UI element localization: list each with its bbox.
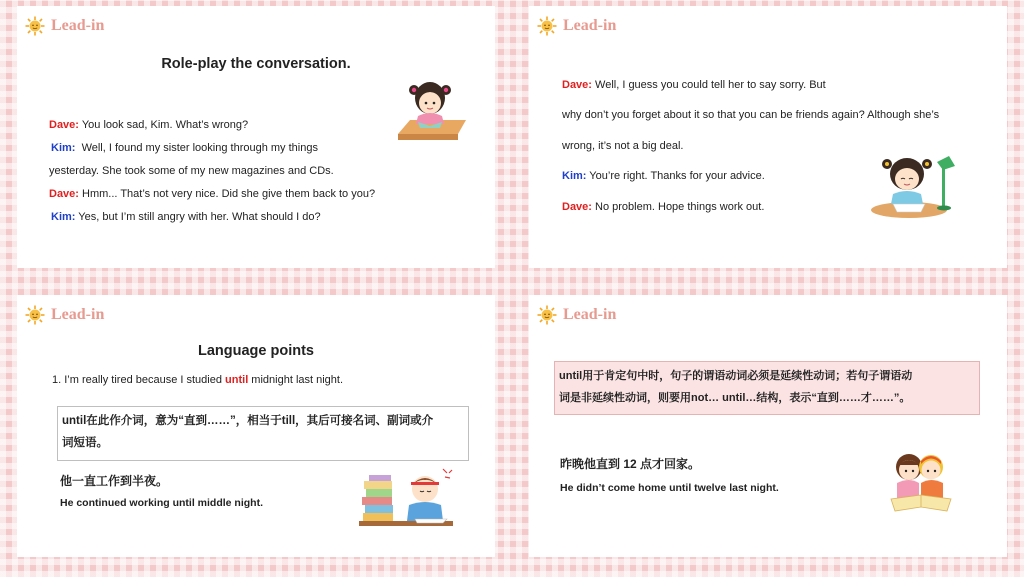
- sentence-suffix: midnight last night.: [248, 374, 344, 386]
- dialogue-line: [49, 165, 334, 177]
- explanation-line: 词是非延续性动词，则要用not… until…结构，表示“直到……才……”。: [559, 392, 911, 404]
- dialogue-line: [51, 142, 318, 154]
- example-chinese: 他一直工作到半夜。: [60, 474, 169, 488]
- kids-reading-illustration: [885, 447, 957, 517]
- dialogue-text: Yes, but I’m still angry with her. What should I do?: [75, 211, 321, 223]
- dialogue-line: [49, 188, 375, 200]
- dialogue-text: wrong, it’s not a big deal.: [562, 140, 684, 152]
- boy-studying-illustration: [357, 465, 457, 529]
- sun-icon: [537, 16, 557, 36]
- girl-writing-illustration: [869, 150, 959, 222]
- dialogue-line: [562, 109, 939, 121]
- dialogue-line: [562, 201, 764, 213]
- sun-icon: [25, 305, 45, 325]
- speaker-label: Dave:: [49, 188, 79, 200]
- dialogue-text: You look sad, Kim. What’s wrong?: [78, 119, 249, 131]
- example-english: He didn’t come home until twelve last night.: [560, 482, 779, 494]
- panel-title: Role-play the conversation.: [161, 56, 351, 72]
- panel-title: Language points: [198, 343, 314, 359]
- sun-icon: [537, 305, 557, 325]
- slide-panel-1: [17, 6, 495, 268]
- example-english: He continued working until middle night.: [60, 497, 263, 509]
- dialogue-line: [49, 119, 248, 131]
- slide-header: [537, 305, 616, 325]
- explanation-line: until用于肯定句中时，句子的谓语动词必须是延续性动词；若句子谓语动: [559, 370, 913, 382]
- speaker-label: Kim:: [51, 211, 76, 223]
- header-title: Lead-in: [563, 17, 617, 34]
- sentence-prefix: 1. I’m really tired because I studied: [52, 374, 226, 386]
- speaker-label: Kim:: [51, 142, 76, 154]
- speaker-label: Dave:: [49, 119, 79, 131]
- example-chinese: 昨晚他直到 12 点才回家。: [560, 457, 701, 471]
- language-point-sentence: [52, 374, 343, 386]
- slide-header: [537, 16, 616, 36]
- girl-studying-illustration: [392, 76, 472, 144]
- sun-icon: [25, 16, 45, 36]
- speaker-label: Dave:: [562, 201, 592, 213]
- slide-header: [25, 16, 104, 36]
- dialogue-line: [51, 211, 321, 223]
- speaker-label: Kim:: [562, 170, 587, 182]
- header-title: Lead-in: [563, 306, 617, 323]
- slide-panel-4: [529, 295, 1007, 557]
- highlight-word: until: [225, 374, 249, 386]
- dialogue-text: Well, I guess you could tell her to say sorry. But: [591, 79, 826, 91]
- dialogue-text: why don’t you forget about it so that you can be friends again? Although she’s: [562, 109, 940, 121]
- dialogue-text: Well, I found my sister looking through my things: [75, 142, 318, 154]
- slide-header: [25, 305, 104, 325]
- dialogue-text: yesterday. She took some of my new magazines and CDs.: [49, 165, 334, 177]
- explanation-box: [57, 406, 469, 461]
- dialogue-line: [562, 79, 826, 91]
- dialogue-text: Hmm... That’s not very nice. Did she give them back to you?: [78, 188, 376, 200]
- dialogue-text: You’re right. Thanks for your advice.: [586, 170, 765, 182]
- header-title: Lead-in: [51, 17, 105, 34]
- speaker-label: Dave:: [562, 79, 592, 91]
- slide-panel-2: [529, 6, 1007, 268]
- slide-panel-3: [17, 295, 495, 557]
- explanation-box: [554, 361, 980, 415]
- dialogue-line: [562, 170, 765, 182]
- explanation-line: 词短语。: [62, 437, 108, 449]
- dialogue-line: [562, 140, 683, 152]
- dialogue-text: No problem. Hope things work out.: [591, 201, 765, 213]
- header-title: Lead-in: [51, 306, 105, 323]
- explanation-line: until在此作介词，意为“直到……”，相当于till，其后可接名词、副词或介: [62, 415, 434, 427]
